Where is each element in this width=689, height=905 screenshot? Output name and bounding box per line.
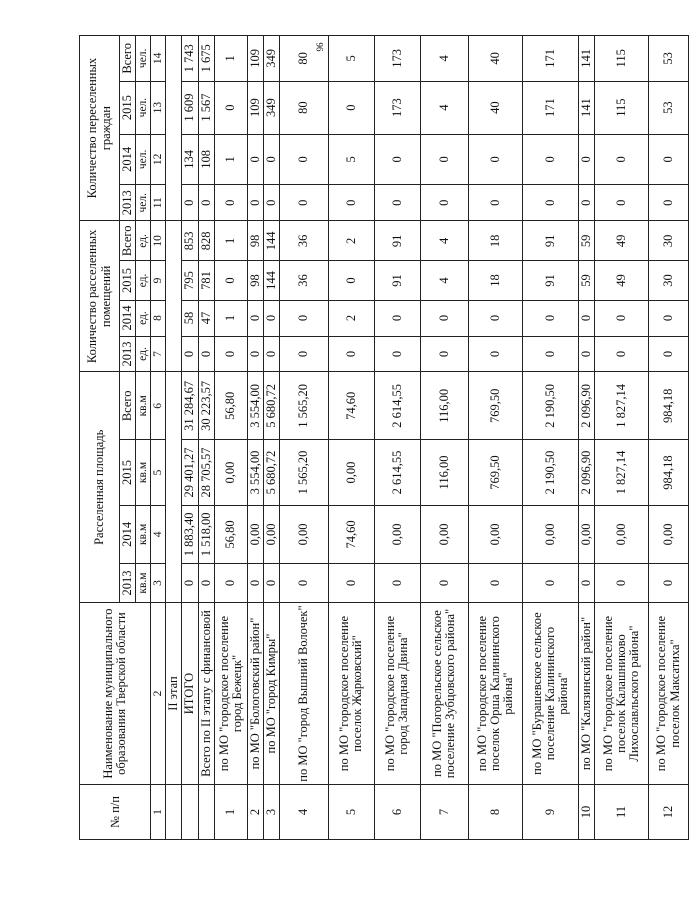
year-header: 2015 — [120, 440, 136, 506]
value-cell: 0 — [214, 336, 247, 372]
value-cell: 1 743 — [182, 36, 198, 82]
value-cell: 0 — [578, 185, 594, 221]
unit-header: кв.м — [136, 505, 151, 563]
index-cell: 7 — [151, 336, 166, 372]
value-cell: 0 — [649, 300, 689, 336]
value-cell: 4 — [420, 81, 468, 134]
municipality-name: по МО "городское поселение город Западная Двина" — [374, 603, 420, 785]
value-cell: 1 565,20 — [279, 372, 328, 440]
value-cell: 109 — [247, 81, 263, 134]
value-cell: 0,00 — [420, 505, 468, 563]
value-cell: 74,60 — [328, 505, 374, 563]
value-cell: 853 — [182, 221, 198, 261]
municipality-name: по МО "городское поселение город Бежецк" — [214, 603, 247, 785]
value-cell: 5 680,72 — [263, 440, 279, 506]
value-cell: 0 — [578, 336, 594, 372]
municipality-name: по МО "городское поселение поселок Калашниково Лихославльского района" — [595, 603, 649, 785]
value-cell: 5 680,72 — [263, 372, 279, 440]
index-cell: 11 — [151, 185, 166, 221]
value-cell: 0 — [468, 300, 522, 336]
value-cell: 0 — [374, 134, 420, 185]
value-cell: 984,18 — [649, 440, 689, 506]
value-cell: 1 — [214, 134, 247, 185]
value-cell: 49 — [595, 221, 649, 261]
stage-empty-cell — [166, 372, 182, 603]
value-cell: 2 614,55 — [374, 372, 420, 440]
column-index-row — [151, 36, 166, 840]
value-cell: 98 — [247, 261, 263, 300]
row-number: 11 — [595, 785, 649, 840]
row-number — [182, 785, 198, 840]
table-row — [247, 36, 263, 840]
value-cell: 0 — [595, 563, 649, 602]
value-cell: 0 — [279, 300, 328, 336]
value-cell: 1 — [214, 300, 247, 336]
value-cell: 115 — [595, 81, 649, 134]
index-cell: 13 — [151, 81, 166, 134]
municipality-name: по МО "Бурашевское сельское поселение Калининского района" — [522, 603, 578, 785]
value-cell: 0 — [578, 134, 594, 185]
value-cell: 0 — [522, 563, 578, 602]
value-cell: 3 554,00 — [247, 440, 263, 506]
value-cell: 0 — [328, 261, 374, 300]
value-cell: 0 — [374, 563, 420, 602]
value-cell: 134 — [182, 134, 198, 185]
value-cell: 349 — [263, 36, 279, 82]
row-number: 1 — [214, 785, 247, 840]
value-cell: 36 — [279, 261, 328, 300]
value-cell: 56,80 — [214, 505, 247, 563]
value-cell: 1 567 — [198, 81, 214, 134]
value-cell: 5 — [328, 36, 374, 82]
value-cell: 18 — [468, 261, 522, 300]
col-group-people: Количество переселенных граждан — [80, 36, 120, 221]
value-cell: 0 — [649, 563, 689, 602]
value-cell: 91 — [374, 221, 420, 261]
value-cell: 0 — [279, 185, 328, 221]
value-cell: 40 — [468, 81, 522, 134]
value-cell: 31 284,67 — [182, 372, 198, 440]
index-cell: 10 — [151, 221, 166, 261]
unit-header: ед. — [136, 221, 151, 261]
index-cell: 2 — [151, 603, 166, 785]
unit-header: кв.м — [136, 440, 151, 506]
value-cell: 1 827,14 — [595, 372, 649, 440]
value-cell: 1 — [214, 36, 247, 82]
value-cell: 769,50 — [468, 440, 522, 506]
unit-header: ед. — [136, 300, 151, 336]
value-cell: 2 190,50 — [522, 440, 578, 506]
value-cell: 1 565,20 — [279, 440, 328, 506]
unit-header: кв.м — [136, 372, 151, 440]
value-cell: 30 — [649, 261, 689, 300]
value-cell: 0 — [214, 261, 247, 300]
value-cell: 173 — [374, 36, 420, 82]
value-cell: 795 — [182, 261, 198, 300]
value-cell: 0,00 — [247, 505, 263, 563]
value-cell: 0 — [182, 563, 198, 602]
value-cell: 0 — [279, 336, 328, 372]
row-number: 10 — [578, 785, 594, 840]
index-cell: 1 — [151, 785, 166, 840]
value-cell: 0 — [247, 563, 263, 602]
value-cell: 80 — [279, 36, 328, 82]
value-cell: 0 — [420, 300, 468, 336]
row-number: 4 — [279, 785, 328, 840]
value-cell: 0,00 — [214, 440, 247, 506]
resettlement-table — [79, 35, 689, 840]
index-cell: 3 — [151, 563, 166, 602]
table-row — [263, 36, 279, 840]
value-cell: 0 — [595, 300, 649, 336]
table-row — [420, 36, 468, 840]
value-cell: 0,00 — [578, 505, 594, 563]
value-cell: 116,00 — [420, 440, 468, 506]
col-group-area: Расселенная площадь — [80, 372, 120, 603]
index-cell: 12 — [151, 134, 166, 185]
table-row — [468, 36, 522, 840]
value-cell: 0,00 — [374, 505, 420, 563]
value-cell: 0 — [263, 300, 279, 336]
value-cell: 1 675 — [198, 36, 214, 82]
value-cell: 2 614,55 — [374, 440, 420, 506]
value-cell: 0 — [649, 185, 689, 221]
municipality-name: по МО "Погорельское сельское поселение Зубцовского района" — [420, 603, 468, 785]
value-cell: 0 — [247, 134, 263, 185]
value-cell: 0 — [595, 336, 649, 372]
year-header: 2014 — [120, 134, 136, 185]
value-cell: 0 — [279, 134, 328, 185]
value-cell: 0,00 — [263, 505, 279, 563]
index-cell: 4 — [151, 505, 166, 563]
value-cell: 0 — [247, 185, 263, 221]
value-cell: 49 — [595, 261, 649, 300]
value-cell: 53 — [649, 36, 689, 82]
value-cell: 0 — [420, 336, 468, 372]
col-header-num: № п/п — [80, 785, 151, 840]
value-cell: 2 — [328, 221, 374, 261]
value-cell: 0 — [595, 134, 649, 185]
value-cell: 91 — [374, 261, 420, 300]
year-header: 2015 — [120, 261, 136, 300]
value-cell: 0 — [649, 336, 689, 372]
table-row — [374, 36, 420, 840]
value-cell: 116,00 — [420, 372, 468, 440]
value-cell: 0 — [578, 563, 594, 602]
table-row — [198, 36, 214, 840]
value-cell: 3 554,00 — [247, 372, 263, 440]
header-row-groups — [80, 36, 120, 840]
table-row — [182, 36, 198, 840]
value-cell: 0 — [468, 134, 522, 185]
unit-header: чел. — [136, 36, 151, 82]
value-cell: 781 — [198, 261, 214, 300]
year-header: 2013 — [120, 185, 136, 221]
value-cell: 30 223,57 — [198, 372, 214, 440]
value-cell: 984,18 — [649, 372, 689, 440]
value-cell: 59 — [578, 261, 594, 300]
value-cell: 115 — [595, 36, 649, 82]
value-cell: 2 — [328, 300, 374, 336]
rotated-table-container — [79, 35, 682, 840]
value-cell: 91 — [522, 221, 578, 261]
value-cell: 0 — [263, 134, 279, 185]
value-cell: 58 — [182, 300, 198, 336]
value-cell: 0 — [420, 563, 468, 602]
value-cell: 30 — [649, 221, 689, 261]
row-number: 9 — [522, 785, 578, 840]
row-number — [198, 785, 214, 840]
year-header: Всего — [120, 36, 136, 82]
municipality-name: Всего по II этапу с финансовой — [198, 603, 214, 785]
value-cell: 18 — [468, 221, 522, 261]
table-row — [214, 36, 247, 840]
value-cell: 74,60 — [328, 372, 374, 440]
value-cell: 91 — [522, 261, 578, 300]
stage-empty-cell — [166, 36, 182, 221]
value-cell: 109 — [247, 36, 263, 82]
value-cell: 0 — [198, 185, 214, 221]
unit-header: чел. — [136, 81, 151, 134]
page-number: 96 — [315, 42, 325, 52]
row-number: 12 — [649, 785, 689, 840]
row-number: 5 — [328, 785, 374, 840]
value-cell: 141 — [578, 36, 594, 82]
value-cell: 53 — [649, 81, 689, 134]
value-cell: 0 — [328, 563, 374, 602]
value-cell: 2 096,90 — [578, 372, 594, 440]
value-cell: 0 — [214, 185, 247, 221]
col-header-name: Наименование муниципального образования Тверской области — [80, 603, 151, 785]
value-cell: 1 827,14 — [595, 440, 649, 506]
year-header: 2014 — [120, 505, 136, 563]
value-cell: 1 609 — [182, 81, 198, 134]
value-cell: 0 — [198, 336, 214, 372]
municipality-name: ИТОГО — [182, 603, 198, 785]
value-cell: 0 — [182, 336, 198, 372]
value-cell: 0 — [374, 185, 420, 221]
value-cell: 47 — [198, 300, 214, 336]
value-cell: 0 — [214, 81, 247, 134]
value-cell: 0 — [328, 336, 374, 372]
value-cell: 36 — [279, 221, 328, 261]
value-cell: 171 — [522, 36, 578, 82]
value-cell: 0,00 — [649, 505, 689, 563]
municipality-name: по МО "городское поселение поселок Орша Калининского района" — [468, 603, 522, 785]
value-cell: 0 — [522, 185, 578, 221]
year-header: 2013 — [120, 336, 136, 372]
table-row — [595, 36, 649, 840]
stage-row — [166, 36, 182, 840]
value-cell: 769,50 — [468, 372, 522, 440]
value-cell: 0 — [468, 336, 522, 372]
municipality-name: по МО "городское поселение поселок Максатиха" — [649, 603, 689, 785]
value-cell: 2 190,50 — [522, 372, 578, 440]
value-cell: 0,00 — [468, 505, 522, 563]
value-cell: 2 096,90 — [578, 440, 594, 506]
value-cell: 0 — [328, 81, 374, 134]
municipality-name: по МО "город Вышний Волочек" — [279, 603, 328, 785]
table-row — [522, 36, 578, 840]
table-row — [578, 36, 594, 840]
value-cell: 828 — [198, 221, 214, 261]
value-cell: 0 — [263, 336, 279, 372]
value-cell: 0 — [279, 563, 328, 602]
value-cell: 171 — [522, 81, 578, 134]
value-cell: 1 — [214, 221, 247, 261]
value-cell: 0 — [649, 134, 689, 185]
value-cell: 0 — [468, 185, 522, 221]
value-cell: 4 — [420, 261, 468, 300]
value-cell: 29 401,27 — [182, 440, 198, 506]
value-cell: 40 — [468, 36, 522, 82]
row-number: 2 — [247, 785, 263, 840]
municipality-name: по МО "Калязинский район" — [578, 603, 594, 785]
value-cell: 0 — [182, 185, 198, 221]
unit-header: чел. — [136, 134, 151, 185]
value-cell: 0 — [468, 563, 522, 602]
row-number: 7 — [420, 785, 468, 840]
value-cell: 59 — [578, 221, 594, 261]
value-cell: 28 705,57 — [198, 440, 214, 506]
value-cell: 144 — [263, 221, 279, 261]
col-group-premises: Количество расселенных помещений — [80, 221, 120, 372]
value-cell: 0 — [328, 185, 374, 221]
unit-header: чел. — [136, 185, 151, 221]
year-header: 2015 — [120, 81, 136, 134]
row-number: 8 — [468, 785, 522, 840]
index-cell: 8 — [151, 300, 166, 336]
value-cell: 0 — [198, 563, 214, 602]
index-cell: 9 — [151, 261, 166, 300]
value-cell: 80 — [279, 81, 328, 134]
unit-header: кв.м — [136, 563, 151, 602]
value-cell: 349 — [263, 81, 279, 134]
value-cell: 0 — [374, 336, 420, 372]
value-cell: 0 — [247, 336, 263, 372]
municipality-name: по МО "городское поселение поселок Жарковский" — [328, 603, 374, 785]
index-cell: 5 — [151, 440, 166, 506]
unit-header: ед. — [136, 261, 151, 300]
municipality-name: по МО "Бологовский район" — [247, 603, 263, 785]
row-number: 6 — [374, 785, 420, 840]
value-cell: 0,00 — [279, 505, 328, 563]
value-cell: 4 — [420, 221, 468, 261]
table-row — [649, 36, 689, 840]
year-header: Всего — [120, 372, 136, 440]
value-cell: 0 — [420, 134, 468, 185]
value-cell: 0 — [595, 185, 649, 221]
stage-empty-cell — [166, 221, 182, 372]
value-cell: 0,00 — [522, 505, 578, 563]
table-row — [279, 36, 328, 840]
value-cell: 56,80 — [214, 372, 247, 440]
value-cell: 144 — [263, 261, 279, 300]
value-cell: 0 — [522, 300, 578, 336]
row-number: 3 — [263, 785, 279, 840]
value-cell: 98 — [247, 221, 263, 261]
value-cell: 0 — [214, 563, 247, 602]
stage-num-cell — [166, 785, 182, 840]
value-cell: 0 — [420, 185, 468, 221]
value-cell: 108 — [198, 134, 214, 185]
index-cell: 6 — [151, 372, 166, 440]
table-row — [328, 36, 374, 840]
municipality-name: по МО "город Кимры" — [263, 603, 279, 785]
value-cell: 0 — [522, 336, 578, 372]
value-cell: 141 — [578, 81, 594, 134]
value-cell: 0 — [263, 185, 279, 221]
value-cell: 0 — [578, 300, 594, 336]
value-cell: 0,00 — [328, 440, 374, 506]
year-header: 2013 — [120, 563, 136, 602]
unit-header: ед. — [136, 336, 151, 372]
value-cell: 0 — [522, 134, 578, 185]
year-header: 2014 — [120, 300, 136, 336]
value-cell: 0,00 — [595, 505, 649, 563]
value-cell: 1 518,00 — [198, 505, 214, 563]
year-header: Всего — [120, 221, 136, 261]
value-cell: 4 — [420, 36, 468, 82]
value-cell: 0 — [263, 563, 279, 602]
stage-label: II этап — [166, 603, 182, 785]
value-cell: 1 883,40 — [182, 505, 198, 563]
value-cell: 5 — [328, 134, 374, 185]
index-cell: 14 — [151, 36, 166, 82]
value-cell: 0 — [374, 300, 420, 336]
value-cell: 0 — [247, 300, 263, 336]
value-cell: 173 — [374, 81, 420, 134]
